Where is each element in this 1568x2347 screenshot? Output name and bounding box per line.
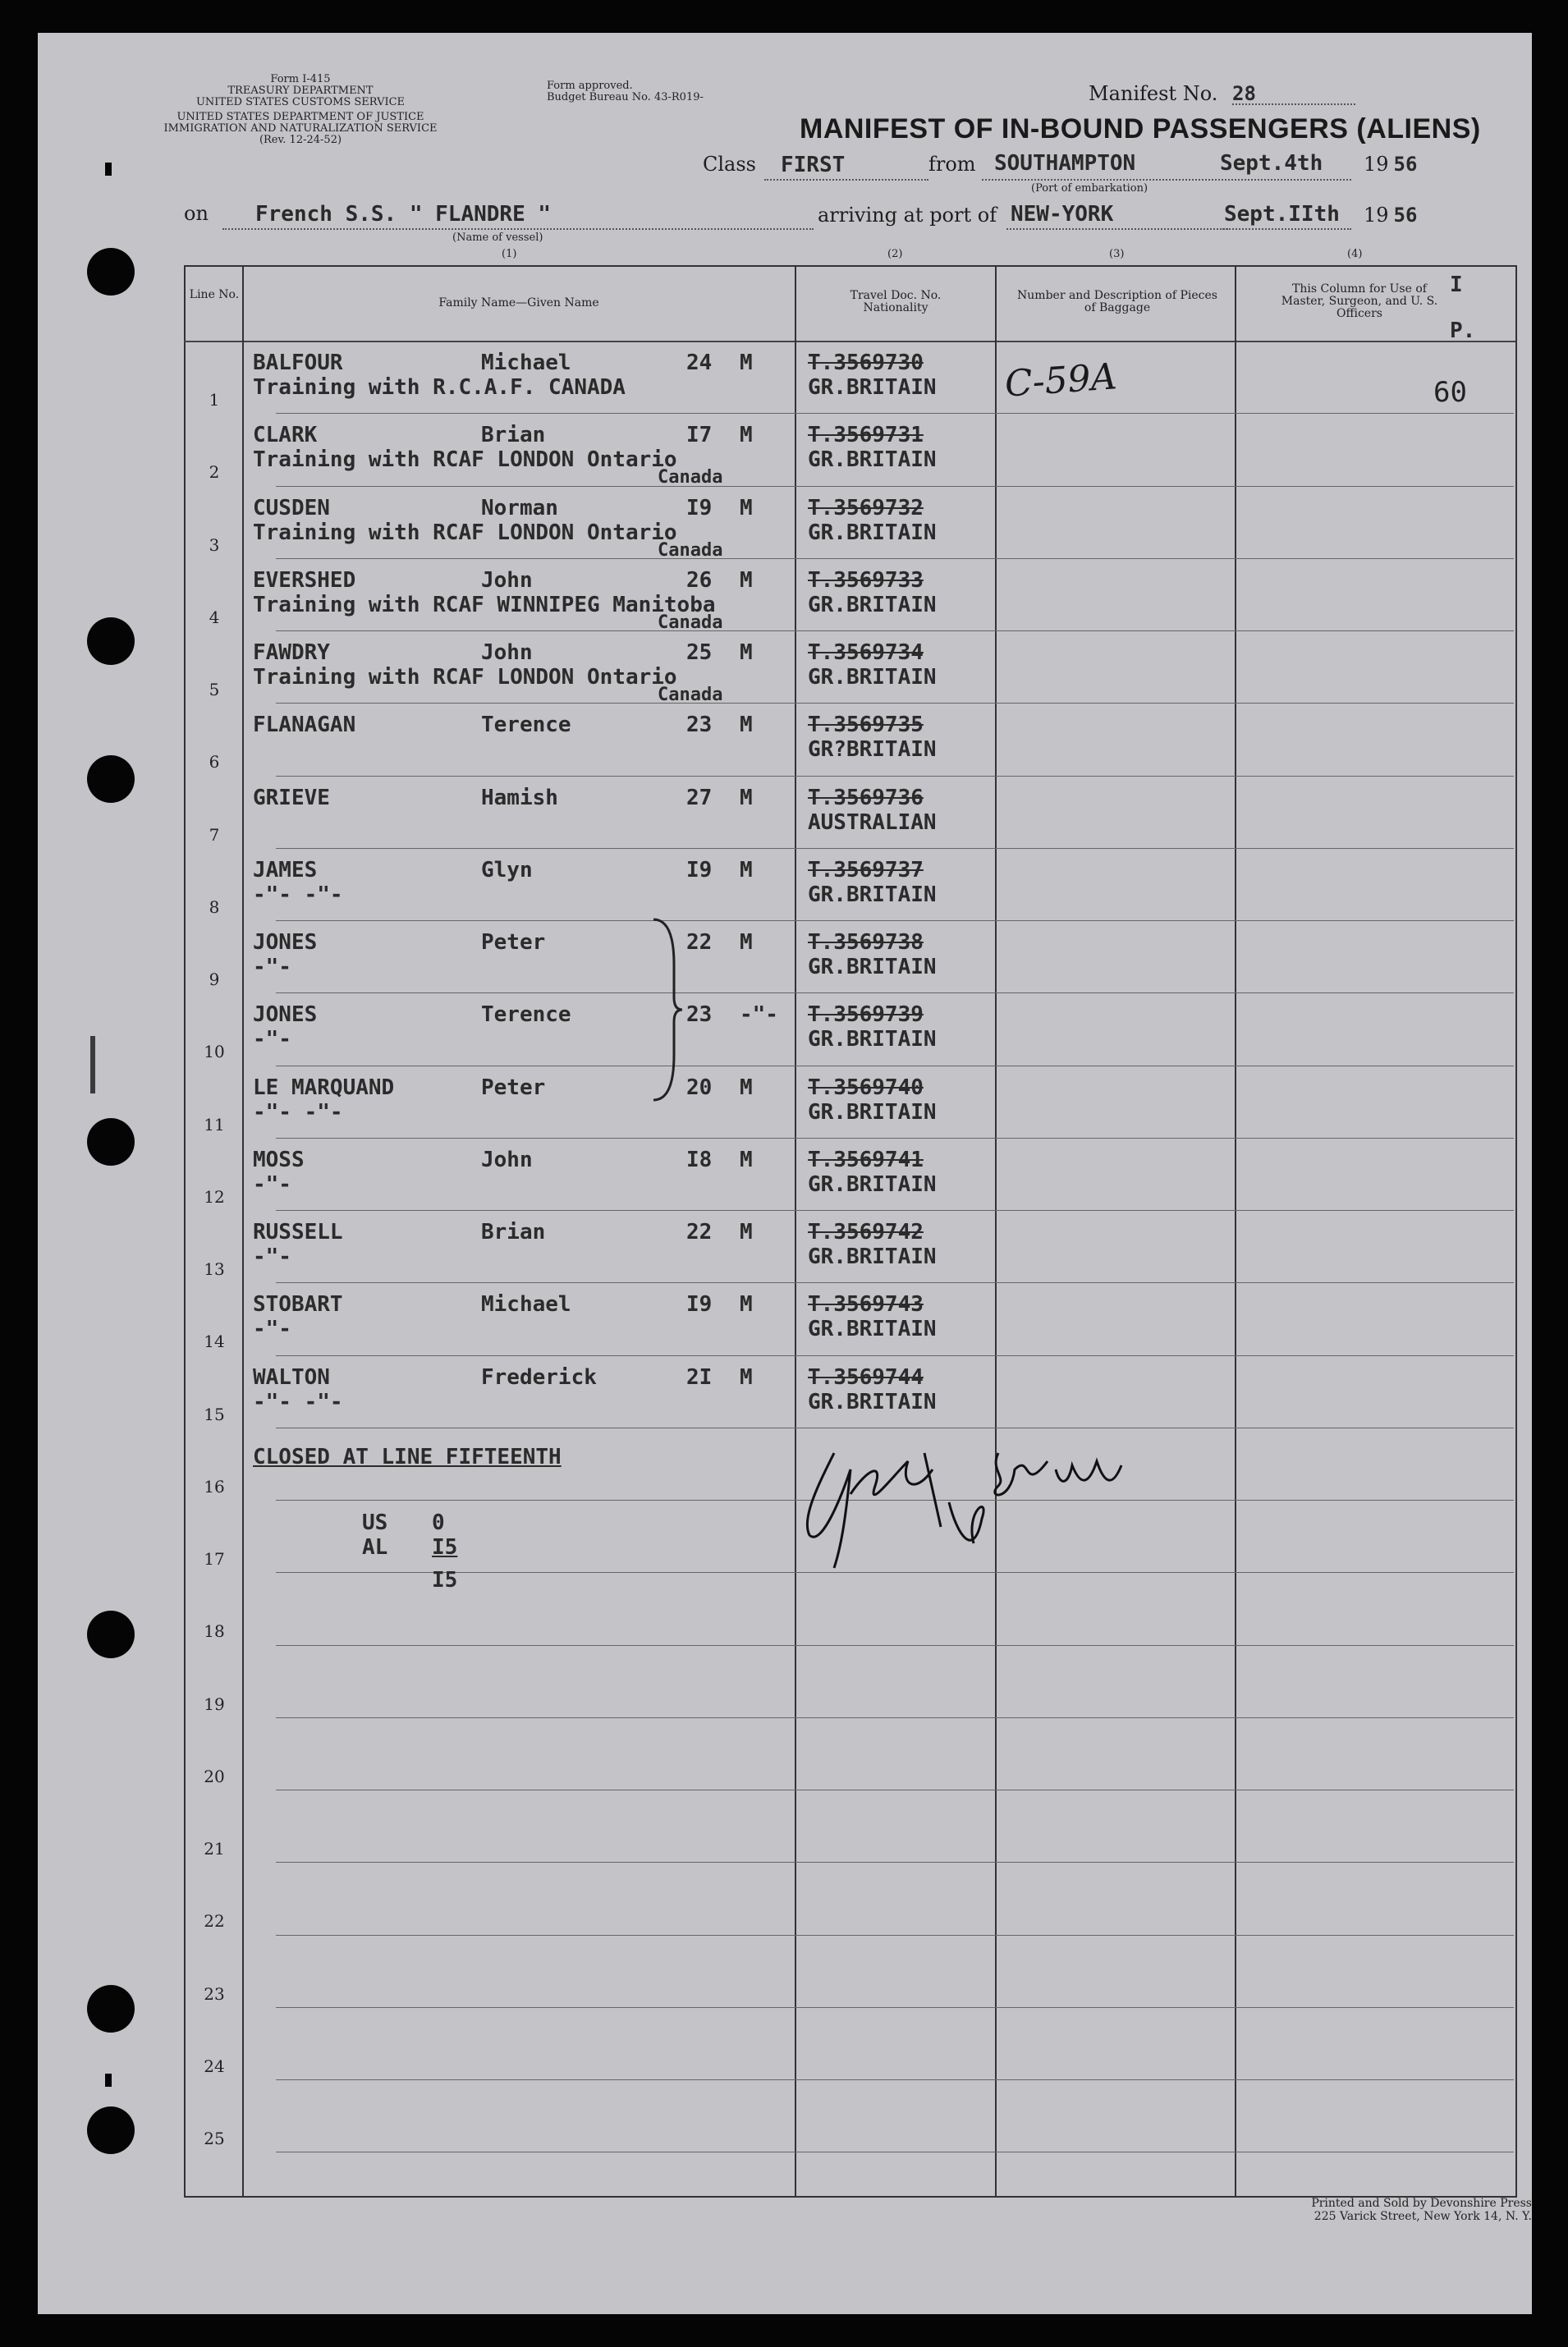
remark-line: -"- bbox=[253, 1245, 291, 1269]
given-name: Peter bbox=[481, 930, 546, 955]
family-name: EVERSHED bbox=[253, 567, 356, 593]
nationality: GR.BRITAIN bbox=[808, 1389, 937, 1414]
arriving-label: arriving at port of bbox=[818, 204, 997, 227]
given-name: Frederick bbox=[481, 1364, 597, 1390]
row-rule bbox=[276, 1355, 1514, 1356]
travel-doc-no: T.3569741 bbox=[808, 1147, 924, 1172]
remark-line: Training with RCAF WINNIPEG Manitoba bbox=[253, 592, 716, 617]
printer-imprint: Printed and Sold by Devonshire Press 225 Varick Street, New York 14, N. Y. bbox=[1311, 2197, 1532, 2223]
dept-justice: UNITED STATES DEPARTMENT OF JUSTICE bbox=[177, 111, 424, 123]
col-header-line-no: Line No. bbox=[189, 288, 240, 301]
remark-line: -"- -"- bbox=[253, 1389, 343, 1414]
given-name: Terence bbox=[481, 1002, 571, 1028]
given-name: Glyn bbox=[481, 857, 533, 882]
travel-doc-no: T.3569732 bbox=[808, 495, 924, 520]
row-rule bbox=[276, 413, 1514, 414]
margin-mark bbox=[105, 163, 112, 176]
age: 25 bbox=[686, 640, 713, 665]
family-name: GRIEVE bbox=[253, 785, 330, 810]
year-1: 19 56 bbox=[1364, 153, 1418, 176]
binder-hole bbox=[87, 248, 135, 296]
handwritten-c59a: C-59A bbox=[1003, 355, 1118, 406]
given-name: John bbox=[481, 640, 533, 665]
remark-line: -"- bbox=[253, 1317, 291, 1342]
form-agency-block bbox=[153, 74, 448, 146]
line-number: 2 bbox=[209, 462, 220, 483]
side-mark-1: I bbox=[1450, 273, 1463, 297]
remark-line: Training with RCAF LONDON Ontario bbox=[253, 665, 677, 690]
col-header-travel: Travel Doc. No. Nationality bbox=[850, 289, 942, 314]
family-name: JAMES bbox=[253, 857, 318, 882]
col-number-4: (4) bbox=[1347, 248, 1363, 260]
closed-note: CLOSED AT LINE FIFTEENTH bbox=[253, 1445, 562, 1469]
sex: M bbox=[740, 1292, 753, 1318]
age: 27 bbox=[686, 785, 713, 810]
given-name: Terence bbox=[481, 713, 571, 738]
nationality: AUSTRALIAN bbox=[808, 809, 937, 835]
remark-line-2: Canada bbox=[658, 467, 723, 488]
remark-line: -"- -"- bbox=[253, 1099, 343, 1125]
nationality: GR.BRITAIN bbox=[808, 1027, 937, 1052]
binder-hole bbox=[87, 1118, 135, 1166]
signature-time bbox=[1068, 1432, 1071, 1433]
given-name: Peter bbox=[481, 1075, 546, 1100]
travel-doc-no: T.3569744 bbox=[808, 1364, 924, 1390]
nationality: GR.BRITAIN bbox=[808, 1317, 937, 1342]
row-rule bbox=[276, 486, 1514, 487]
dept-customs: UNITED STATES CUSTOMS SERVICE bbox=[195, 96, 406, 108]
nationality: GR.BRITAIN bbox=[808, 1099, 937, 1125]
row-rule bbox=[276, 2007, 1514, 2008]
remark-line-2: Canada bbox=[658, 685, 723, 705]
family-name: BALFOUR bbox=[253, 351, 343, 375]
col-number-1: (1) bbox=[502, 248, 517, 260]
travel-doc-no: T.3569730 bbox=[808, 351, 924, 375]
al-value: I5 bbox=[432, 1535, 458, 1560]
family-name: FLANAGAN bbox=[253, 713, 356, 738]
binder-hole bbox=[87, 1611, 135, 1658]
from-label: from bbox=[928, 153, 976, 176]
row-rule bbox=[276, 2079, 1514, 2080]
row-rule bbox=[276, 1645, 1514, 1646]
sex: M bbox=[740, 1075, 753, 1100]
travel-doc-no: T.3569742 bbox=[808, 1220, 924, 1245]
travel-doc-no: T.3569734 bbox=[808, 640, 924, 665]
sex: M bbox=[740, 930, 753, 955]
arrival-port: NEW-YORK bbox=[1011, 202, 1114, 227]
travel-doc-no: T.3569740 bbox=[808, 1075, 924, 1100]
nationality: GR.BRITAIN bbox=[808, 447, 937, 473]
age: 20 bbox=[686, 1075, 713, 1100]
travel-doc-no: T.3569731 bbox=[808, 423, 924, 448]
line-number: 3 bbox=[209, 534, 220, 555]
line-number: 14 bbox=[204, 1332, 225, 1352]
age: I9 bbox=[686, 1292, 713, 1318]
line-number: 24 bbox=[204, 2056, 225, 2076]
row-rule bbox=[276, 920, 1514, 921]
family-name: CUSDEN bbox=[253, 495, 330, 520]
travel-doc-no: T.3569737 bbox=[808, 857, 924, 882]
remark-line: -"- bbox=[253, 1027, 291, 1052]
col-header-name: Family Name—Given Name bbox=[438, 296, 599, 309]
travel-doc-no: T.3569739 bbox=[808, 1002, 924, 1028]
us-value: 0 bbox=[432, 1510, 445, 1535]
line-number: 20 bbox=[204, 1766, 225, 1786]
family-bracket bbox=[645, 915, 686, 1104]
age: 26 bbox=[686, 567, 713, 593]
arrival-date: Sept.IIth bbox=[1224, 202, 1340, 227]
given-name: Michael bbox=[481, 1292, 571, 1318]
nationality: GR.BRITAIN bbox=[808, 882, 937, 907]
line-number: 16 bbox=[204, 1476, 225, 1497]
remark-line-2: Canada bbox=[658, 539, 723, 561]
row-rule bbox=[276, 1862, 1514, 1863]
remark-line-2: Canada bbox=[658, 612, 723, 633]
line-number: 17 bbox=[204, 1549, 225, 1569]
travel-doc-no: T.3569736 bbox=[808, 785, 924, 810]
page-title: MANIFEST OF IN-BOUND PASSENGERS (ALIENS) bbox=[800, 113, 1481, 144]
sex: -"- bbox=[740, 1002, 778, 1028]
sex: M bbox=[740, 567, 753, 593]
remark-line: -"- -"- bbox=[253, 882, 343, 907]
line-number: 11 bbox=[204, 1114, 225, 1135]
sex: M bbox=[740, 1364, 753, 1390]
revision: (Rev. 12-24-52) bbox=[259, 134, 342, 146]
row-rule bbox=[276, 1935, 1514, 1936]
line-number: 23 bbox=[204, 1983, 225, 2004]
row-rule bbox=[276, 848, 1514, 849]
remark-line: Training with RCAF LONDON Ontario bbox=[253, 447, 677, 473]
form-number: Form I-415 bbox=[270, 73, 331, 85]
age: I9 bbox=[686, 857, 713, 882]
total-aliens: I5 bbox=[432, 1568, 458, 1593]
age: 22 bbox=[686, 930, 713, 955]
sex: M bbox=[740, 640, 753, 665]
col-header-baggage: Number and Description of Pieces of Baggage bbox=[1017, 289, 1217, 314]
us-label: US bbox=[362, 1510, 388, 1535]
travel-doc-no: T.3569743 bbox=[808, 1292, 924, 1318]
family-name: WALTON bbox=[253, 1364, 330, 1390]
row-rule bbox=[276, 1717, 1514, 1718]
travel-doc-no: T.3569738 bbox=[808, 930, 924, 955]
line-number: 10 bbox=[204, 1042, 225, 1062]
remark-line: Training with R.C.A.F. CANADA bbox=[253, 375, 626, 400]
given-name: Brian bbox=[481, 1220, 546, 1245]
sex: M bbox=[740, 351, 753, 375]
sex: M bbox=[740, 713, 753, 738]
line-number: 8 bbox=[209, 896, 220, 917]
margin-mark bbox=[105, 2074, 112, 2087]
line-number: 18 bbox=[204, 1621, 225, 1642]
nationality: GR.BRITAIN bbox=[808, 520, 937, 545]
binder-hole bbox=[87, 755, 135, 803]
travel-doc-no: T.3569733 bbox=[808, 567, 924, 593]
vessel-name: French S.S. " FLANDRE " bbox=[255, 202, 552, 227]
sex: M bbox=[740, 423, 753, 448]
sex: M bbox=[740, 857, 753, 882]
nationality: GR.BRITAIN bbox=[808, 375, 937, 400]
line-number: 7 bbox=[209, 824, 220, 845]
age: 24 bbox=[686, 351, 713, 375]
family-name: FAWDRY bbox=[253, 640, 330, 665]
remark-line: -"- bbox=[253, 1171, 291, 1197]
travel-doc-no: T.3569735 bbox=[808, 713, 924, 738]
manifest-number: 28 bbox=[1232, 82, 1256, 105]
line-number: 6 bbox=[209, 752, 220, 772]
age: 23 bbox=[686, 713, 713, 738]
line-number: 15 bbox=[204, 1404, 225, 1424]
col-number-3: (3) bbox=[1109, 248, 1125, 260]
line-number: 9 bbox=[209, 970, 220, 989]
side-mark-2: P. bbox=[1450, 319, 1476, 343]
age: I7 bbox=[686, 423, 713, 448]
dept-ins: IMMIGRATION AND NATURALIZATION SERVICE bbox=[163, 122, 438, 135]
family-name: MOSS bbox=[253, 1147, 305, 1172]
embark-caption: (Port of embarkation) bbox=[1031, 182, 1148, 195]
class-value: FIRST bbox=[781, 153, 846, 177]
binder-hole bbox=[87, 617, 135, 665]
class-label: Class bbox=[703, 153, 756, 176]
sex: M bbox=[740, 785, 753, 810]
remark-line: Training with RCAF LONDON Ontario bbox=[253, 520, 677, 545]
row-rule bbox=[276, 703, 1514, 704]
age: 22 bbox=[686, 1220, 713, 1245]
nationality: GR.BRITAIN bbox=[808, 592, 937, 617]
binder-hole bbox=[87, 2106, 135, 2154]
row-rule bbox=[276, 1282, 1514, 1283]
row-rule bbox=[276, 558, 1514, 559]
on-label: on bbox=[184, 202, 209, 225]
line-number: 22 bbox=[204, 1911, 225, 1932]
remark-line: -"- bbox=[253, 955, 291, 979]
nationality: GR.BRITAIN bbox=[808, 1171, 937, 1197]
nationality: GR.BRITAIN bbox=[808, 665, 937, 690]
departure-date: Sept.4th bbox=[1220, 151, 1323, 176]
officer-signature bbox=[785, 1420, 1195, 1584]
family-name: RUSSELL bbox=[253, 1220, 343, 1245]
row-rule bbox=[276, 776, 1514, 777]
col-header-officers: This Column for Use of Master, Surgeon, and U. S. Officers bbox=[1281, 282, 1438, 320]
line-number: 19 bbox=[204, 1694, 225, 1714]
manifest-number-label: Manifest No. 28 bbox=[1089, 82, 1256, 105]
col-number-2: (2) bbox=[887, 248, 903, 260]
age: 23 bbox=[686, 1002, 713, 1028]
embarkation-port: SOUTHAMPTON bbox=[994, 151, 1136, 176]
dept-treasury: TREASURY DEPARTMENT bbox=[227, 85, 374, 97]
vessel-caption: (Name of vessel) bbox=[452, 231, 543, 244]
row-rule bbox=[276, 630, 1514, 631]
line-number: 4 bbox=[209, 607, 220, 627]
row-rule bbox=[276, 1210, 1514, 1211]
year-2: 19 56 bbox=[1364, 204, 1418, 227]
binder-hole bbox=[87, 1985, 135, 2033]
margin-mark bbox=[90, 1036, 95, 1093]
sex: M bbox=[740, 1147, 753, 1172]
form-approval: Form approved. Budget Bureau No. 43-R019- bbox=[547, 80, 704, 103]
given-name: John bbox=[481, 567, 533, 593]
passenger-count: 60 bbox=[1433, 376, 1467, 409]
line-number: 12 bbox=[204, 1186, 225, 1207]
row-rule bbox=[276, 992, 1514, 993]
line-number: 1 bbox=[209, 390, 220, 410]
sex: M bbox=[740, 1220, 753, 1245]
line-number: 5 bbox=[209, 680, 220, 699]
sex: M bbox=[740, 495, 753, 520]
nationality: GR.BRITAIN bbox=[808, 1245, 937, 1269]
given-name: Brian bbox=[481, 423, 546, 448]
given-name: Michael bbox=[481, 351, 571, 375]
age: 2I bbox=[686, 1364, 713, 1390]
family-name: JONES bbox=[253, 1002, 318, 1028]
line-number: 21 bbox=[204, 1839, 225, 1859]
line-number: 25 bbox=[204, 2129, 225, 2148]
age: I8 bbox=[686, 1147, 713, 1172]
nationality: GR?BRITAIN bbox=[808, 737, 937, 763]
given-name: Norman bbox=[481, 495, 558, 520]
given-name: John bbox=[481, 1147, 533, 1172]
family-name: STOBART bbox=[253, 1292, 343, 1318]
given-name: Hamish bbox=[481, 785, 558, 810]
family-name: LE MARQUAND bbox=[253, 1075, 395, 1100]
al-label: AL bbox=[362, 1535, 388, 1560]
line-number: 13 bbox=[204, 1259, 225, 1279]
manifest-page bbox=[38, 33, 1532, 2314]
family-name: JONES bbox=[253, 930, 318, 955]
nationality: GR.BRITAIN bbox=[808, 955, 937, 979]
age: I9 bbox=[686, 495, 713, 520]
family-name: CLARK bbox=[253, 423, 318, 448]
row-rule bbox=[276, 1138, 1514, 1139]
